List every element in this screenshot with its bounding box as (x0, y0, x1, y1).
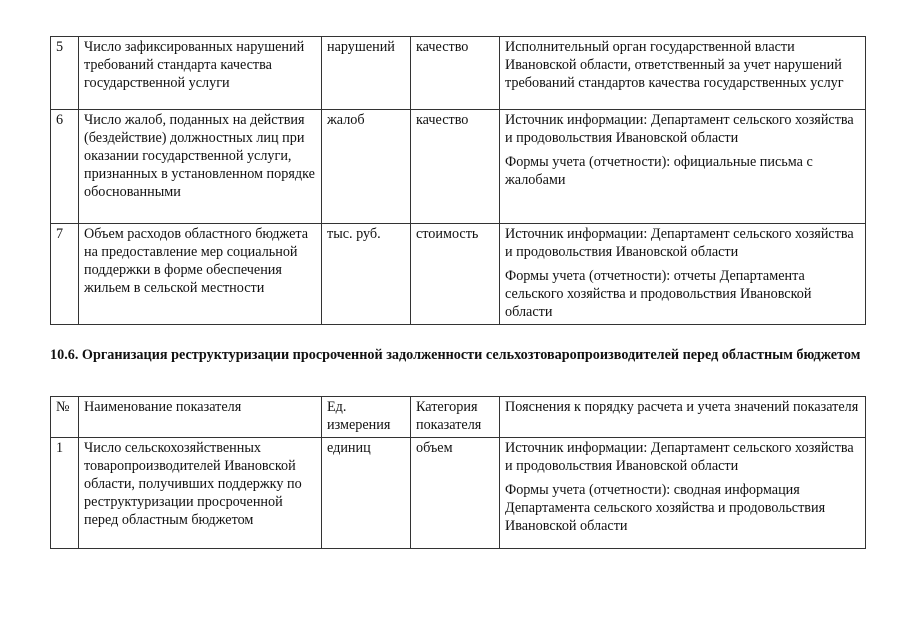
table-row (51, 438, 866, 549)
note-line: Формы учета (отчетности): сводная информация Департамента сельского хозяйства и продовольствия Ивановской области (505, 482, 826, 534)
indicator-category: объем (411, 438, 500, 549)
indicator-name: Число жалоб, поданных на действия (бездействие) должностных лиц при оказании государственной услуги, признанных в установленном порядке обоснованными (79, 110, 322, 224)
unit-of-measure: единиц (322, 438, 411, 549)
note-line: Источник информации: Департамент сельского хозяйства и продовольствия Ивановской области (505, 226, 854, 260)
row-number: 7 (51, 224, 79, 325)
row-number: 1 (51, 438, 79, 549)
header-category: Категория показателя (411, 397, 500, 438)
note-line: Источник информации: Департамент сельского хозяйства и продовольствия Ивановской области (505, 112, 854, 146)
table-row (51, 37, 866, 110)
table-row (51, 110, 866, 224)
calculation-notes (500, 37, 866, 110)
indicator-name: Объем расходов областного бюджета на предоставление мер социальной поддержки в форме обеспечения жильем в сельской местности (79, 224, 322, 325)
note-line: Источник информации: Департамент сельского хозяйства и продовольствия Ивановской области (505, 440, 854, 474)
indicator-category: качество (411, 37, 500, 110)
indicator-category: стоимость (411, 224, 500, 325)
header-number: № (51, 397, 79, 438)
calculation-notes (500, 110, 866, 224)
indicator-name: Число зафиксированных нарушений требований стандарта качества государственной услуги (79, 37, 322, 110)
row-number: 6 (51, 110, 79, 224)
unit-of-measure: жалоб (322, 110, 411, 224)
unit-of-measure: нарушений (322, 37, 411, 110)
header-notes: Пояснения к порядку расчета и учета значений показателя (500, 397, 866, 438)
indicator-name: Число сельскохозяйственных товаропроизводителей Ивановской области, получивших поддержку по реструктуризации просроченной перед областным бюджетом (79, 438, 322, 549)
table-header-row (51, 397, 866, 438)
table-row (51, 224, 866, 325)
header-unit: Ед. измерения (322, 397, 411, 438)
note-line: Исполнительный орган государственной власти Ивановской области, ответственный за учет нарушений требований стандартов качества государственных услуг (505, 39, 844, 91)
header-name: Наименование показателя (79, 397, 322, 438)
indicator-category: качество (411, 110, 500, 224)
calculation-notes (500, 224, 866, 325)
note-line: Формы учета (отчетности): официальные письма с жалобами (505, 154, 813, 188)
unit-of-measure: тыс. руб. (322, 224, 411, 325)
indicators-table-continued (50, 36, 866, 325)
row-number: 5 (51, 37, 79, 110)
calculation-notes (500, 438, 866, 549)
indicators-table (50, 396, 866, 549)
note-line: Формы учета (отчетности): отчеты Департамента сельского хозяйства и продовольствия Ивановской области (505, 268, 812, 320)
section-heading: 10.6. Организация реструктуризации просроченной задолженности сельхозтоваропроизводителей перед областным бюджетом (50, 347, 861, 363)
